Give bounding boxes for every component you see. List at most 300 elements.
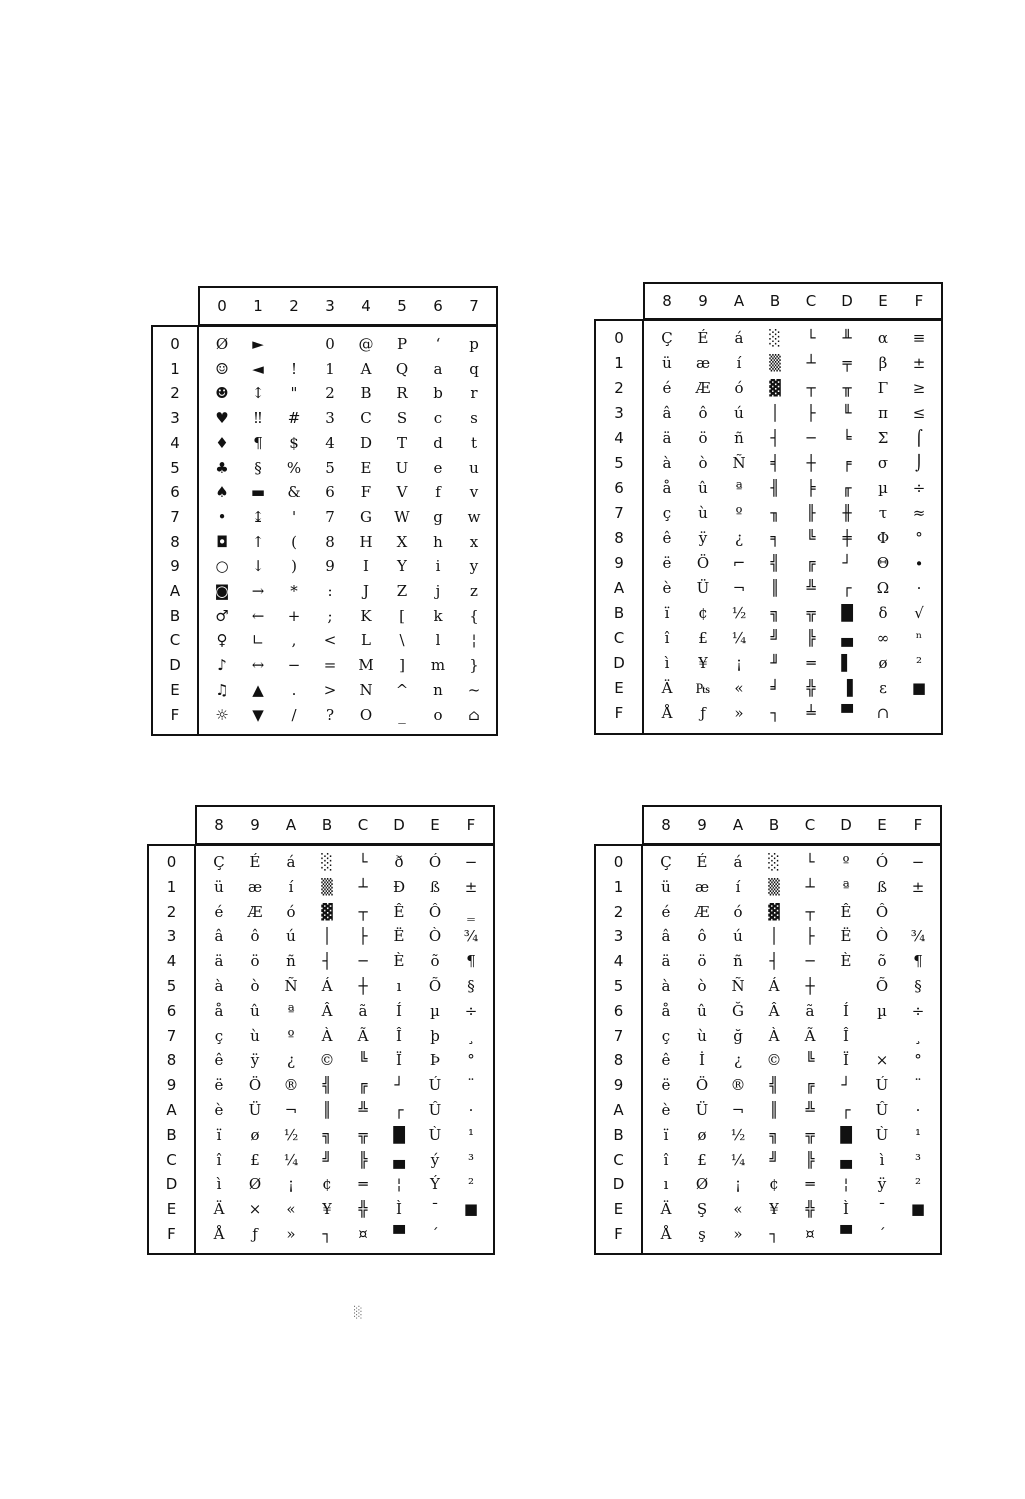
char-cell: ▌ bbox=[841, 654, 853, 672]
column-header: D bbox=[393, 816, 405, 834]
char-cell: L bbox=[361, 631, 371, 650]
char-cell: Á bbox=[321, 977, 333, 995]
char-cell: ┘ bbox=[394, 1076, 404, 1095]
char-cell: ▒ bbox=[321, 877, 333, 896]
char-cell: @ bbox=[358, 335, 374, 353]
char-cell: ¢ bbox=[698, 604, 708, 622]
char-cell: [ bbox=[399, 606, 405, 625]
char-cell: ß bbox=[876, 877, 888, 896]
char-cell: ≡ bbox=[912, 329, 926, 347]
char-cell: _ bbox=[398, 705, 406, 724]
char-cell: Û bbox=[428, 1101, 442, 1119]
char-cell: o bbox=[433, 705, 443, 724]
char-cell: Ù bbox=[875, 1125, 889, 1144]
char-cell: ╖ bbox=[770, 504, 780, 522]
char-cell: ☺ bbox=[215, 359, 229, 378]
char-cell: º bbox=[842, 853, 850, 871]
char-cell: ü bbox=[214, 877, 224, 896]
char-cell: ║ bbox=[769, 1101, 779, 1119]
row-header: F bbox=[167, 1225, 176, 1243]
char-cell: : bbox=[327, 582, 333, 600]
char-cell: Ç bbox=[213, 853, 225, 871]
char-cell: ¬ bbox=[732, 579, 746, 597]
char-cell: ┴ bbox=[806, 354, 816, 372]
char-cell: P bbox=[396, 335, 408, 353]
char-cell: ë bbox=[661, 1076, 671, 1095]
char-cell: ┼ bbox=[358, 977, 368, 995]
char-cell: } bbox=[469, 656, 479, 675]
char-cell: └ bbox=[806, 329, 816, 347]
char-cell: Q bbox=[395, 359, 409, 378]
char-cell: Ò bbox=[428, 927, 442, 946]
char-cell: ´ bbox=[431, 1225, 439, 1243]
char-cell: ¼ bbox=[731, 629, 747, 647]
char-cell: a bbox=[433, 359, 443, 378]
char-cell: § bbox=[467, 977, 475, 995]
char-cell: É bbox=[697, 329, 709, 347]
char-cell: ╦ bbox=[806, 604, 816, 622]
char-cell: ♣ bbox=[215, 458, 229, 477]
row-header: 1 bbox=[166, 877, 177, 896]
char-cell: * bbox=[290, 582, 298, 600]
char-cell: Ω bbox=[876, 579, 890, 597]
row-header: 1 bbox=[614, 354, 624, 372]
char-cell: W bbox=[394, 507, 410, 526]
char-cell: ' bbox=[291, 507, 297, 526]
char-cell: ╚ bbox=[806, 529, 816, 547]
row-header: 3 bbox=[613, 927, 624, 946]
char-cell: û bbox=[698, 479, 708, 497]
char-cell: £ bbox=[250, 1150, 260, 1169]
char-cell: ÿ bbox=[698, 529, 708, 547]
char-cell: ½ bbox=[731, 604, 747, 622]
char-cell: ± bbox=[912, 354, 926, 372]
char-cell: ┴ bbox=[358, 877, 368, 896]
char-cell: ¹ bbox=[914, 1125, 921, 1144]
char-cell: k bbox=[433, 606, 443, 625]
char-cell: á bbox=[733, 853, 743, 871]
char-cell: õ bbox=[877, 952, 887, 971]
char-cell: ¦ bbox=[843, 1175, 849, 1194]
char-cell: ∩ bbox=[876, 704, 890, 722]
char-cell: ┤ bbox=[769, 952, 779, 971]
char-cell: z bbox=[470, 582, 478, 600]
char-cell: ü bbox=[661, 877, 671, 896]
char-cell: d bbox=[433, 433, 443, 452]
char-cell: n bbox=[433, 680, 443, 699]
char-cell: ╣ bbox=[769, 1076, 779, 1095]
row-header: 6 bbox=[166, 1001, 177, 1020]
column-header: D bbox=[841, 292, 853, 310]
char-cell: # bbox=[287, 409, 301, 428]
column-header: 6 bbox=[433, 297, 443, 315]
char-cell: ° bbox=[915, 529, 923, 547]
char-cell: ý bbox=[430, 1150, 440, 1169]
char-cell: ê bbox=[214, 1051, 224, 1070]
char-cell: ┬ bbox=[806, 379, 816, 397]
char-cell: l bbox=[435, 631, 441, 650]
column-header: B bbox=[769, 292, 781, 310]
char-cell: Ã bbox=[357, 1026, 369, 1045]
char-cell: ╔ bbox=[806, 554, 816, 572]
row-header: D bbox=[613, 654, 625, 672]
column-header: 9 bbox=[250, 816, 260, 834]
char-cell: Ä bbox=[660, 1200, 672, 1219]
char-cell: ƒ bbox=[252, 1225, 258, 1243]
row-header: B bbox=[166, 1125, 177, 1144]
char-cell: ‘ bbox=[435, 335, 441, 353]
char-cell: ¡ bbox=[734, 1175, 742, 1194]
row-header: B bbox=[613, 604, 625, 622]
char-cell: ¨ bbox=[914, 1076, 922, 1095]
char-cell: ¢ bbox=[322, 1175, 332, 1194]
column-header: F bbox=[914, 292, 924, 310]
char-cell: Ü bbox=[248, 1101, 262, 1119]
char-cell: ] bbox=[399, 656, 405, 675]
char-cell: ª bbox=[735, 479, 743, 497]
char-cell: ÷ bbox=[464, 1001, 478, 1020]
row-header: 0 bbox=[170, 335, 180, 353]
char-cell: ╨ bbox=[842, 329, 852, 347]
char-cell: │ bbox=[769, 927, 779, 946]
char-cell: Ã bbox=[804, 1026, 816, 1045]
char-cell: ⌠ bbox=[915, 429, 923, 447]
char-cell: ▄ bbox=[841, 629, 853, 647]
char-cell: · bbox=[468, 1101, 474, 1119]
row-header: 5 bbox=[613, 977, 624, 995]
char-cell: x bbox=[469, 532, 479, 551]
char-cell: Ê bbox=[393, 902, 405, 921]
row-header: 4 bbox=[614, 429, 624, 447]
char-cell: Θ bbox=[876, 554, 890, 572]
char-cell: Ô bbox=[875, 902, 889, 921]
row-header: B bbox=[169, 606, 181, 625]
char-cell: u bbox=[469, 458, 479, 477]
char-cell: ╘ bbox=[842, 429, 852, 447]
char-cell: « bbox=[286, 1200, 296, 1219]
char-cell: ¿ bbox=[733, 1051, 743, 1070]
char-cell: δ bbox=[878, 604, 888, 622]
char-cell: ¸ bbox=[467, 1026, 475, 1045]
row-header: 4 bbox=[613, 952, 624, 971]
row-header: E bbox=[614, 679, 624, 697]
char-cell: └ bbox=[358, 853, 368, 871]
column-header: 4 bbox=[361, 297, 371, 315]
char-cell: ¾ bbox=[463, 927, 479, 946]
char-cell: ! bbox=[290, 359, 298, 378]
char-cell: H bbox=[359, 532, 373, 551]
column-header: 3 bbox=[325, 297, 335, 315]
char-cell: ; bbox=[327, 606, 333, 625]
char-cell: ì bbox=[664, 654, 670, 672]
char-cell: ☻ bbox=[215, 384, 229, 403]
char-cell: â bbox=[661, 927, 671, 946]
char-cell: ù bbox=[697, 1026, 707, 1045]
char-cell: β bbox=[878, 354, 888, 372]
char-cell: ┐ bbox=[770, 704, 780, 722]
char-cell: î bbox=[663, 1150, 669, 1169]
char-cell: ║ bbox=[770, 579, 780, 597]
char-cell: ó bbox=[733, 902, 743, 921]
char-cell: ┬ bbox=[358, 902, 368, 921]
char-cell: │ bbox=[770, 404, 780, 422]
char-cell: ³ bbox=[914, 1150, 921, 1169]
column-header: F bbox=[913, 816, 923, 834]
char-cell: ╬ bbox=[805, 1200, 815, 1219]
char-cell: É bbox=[249, 853, 261, 871]
char-cell: ¯ bbox=[878, 1200, 886, 1219]
column-header: 5 bbox=[397, 297, 407, 315]
char-cell: K bbox=[360, 606, 372, 625]
row-header: 7 bbox=[166, 1026, 177, 1045]
char-cell: ò bbox=[697, 977, 707, 995]
char-cell: ¼ bbox=[730, 1150, 746, 1169]
column-header: C bbox=[804, 816, 816, 834]
char-cell: Ð bbox=[392, 877, 406, 896]
char-cell: ¸ bbox=[914, 1026, 922, 1045]
char-cell: ö bbox=[250, 952, 260, 971]
char-cell: á bbox=[286, 853, 296, 871]
char-cell: ╛ bbox=[770, 679, 780, 697]
char-cell: ┐ bbox=[322, 1225, 332, 1243]
char-cell: █ bbox=[393, 1125, 405, 1144]
row-header: D bbox=[612, 1175, 625, 1194]
char-cell: Æ bbox=[247, 902, 263, 921]
char-cell: ð bbox=[394, 853, 404, 871]
row-header: B bbox=[613, 1125, 624, 1144]
char-cell: ╕ bbox=[770, 529, 780, 547]
row-header: 9 bbox=[614, 554, 624, 572]
char-cell: Ø bbox=[248, 1175, 262, 1194]
char-cell: Ë bbox=[393, 927, 405, 946]
char-cell: ☼ bbox=[215, 705, 229, 724]
char-cell: Ó bbox=[875, 853, 889, 871]
char-cell: å bbox=[661, 1001, 671, 1020]
char-cell: s bbox=[470, 409, 478, 428]
char-cell bbox=[900, 900, 936, 924]
char-cell: π bbox=[878, 404, 888, 422]
char-cell: ü bbox=[662, 354, 672, 372]
char-cell: à bbox=[661, 977, 671, 995]
row-header: 9 bbox=[166, 1076, 177, 1095]
char-cell: ⌐ bbox=[732, 554, 746, 572]
char-cell: 7 bbox=[325, 507, 335, 526]
char-cell: ò bbox=[250, 977, 260, 995]
char-cell: < bbox=[323, 631, 337, 650]
row-header: 8 bbox=[614, 529, 624, 547]
char-cell: ╝ bbox=[769, 1150, 779, 1169]
char-cell: D bbox=[359, 433, 373, 452]
char-cell: = bbox=[323, 656, 337, 675]
char-cell: ⌂ bbox=[468, 705, 480, 724]
row-header: 3 bbox=[170, 409, 180, 428]
char-cell: ± bbox=[911, 877, 925, 896]
char-cell: ² bbox=[914, 1175, 921, 1194]
char-cell: Ğ bbox=[732, 1001, 744, 1020]
char-cell: ╠ bbox=[358, 1150, 368, 1169]
char-cell: © bbox=[766, 1051, 782, 1070]
char-cell: ⁿ bbox=[915, 629, 923, 647]
char-cell: p bbox=[469, 335, 479, 353]
char-cell: ▀ bbox=[393, 1225, 405, 1243]
char-cell: ¤ bbox=[805, 1225, 815, 1243]
row-header: 3 bbox=[614, 404, 624, 422]
char-cell bbox=[900, 1222, 936, 1246]
char-cell: ï bbox=[663, 1125, 669, 1144]
char-cell: Ü bbox=[695, 1101, 709, 1119]
char-cell: 1 bbox=[325, 359, 335, 378]
char-cell: ğ bbox=[733, 1026, 743, 1045]
column-header: 8 bbox=[662, 292, 672, 310]
char-cell: Ö bbox=[248, 1076, 262, 1095]
char-cell: Φ bbox=[876, 529, 890, 547]
char-cell: µ bbox=[877, 1001, 887, 1020]
char-cell: ┬ bbox=[805, 902, 815, 921]
char-cell: â bbox=[214, 927, 224, 946]
char-cell: − bbox=[911, 853, 925, 871]
char-cell: w bbox=[467, 507, 481, 526]
row-header: 1 bbox=[613, 877, 624, 896]
char-cell: æ bbox=[247, 877, 263, 896]
char-cell: • bbox=[217, 507, 227, 526]
row-header: 6 bbox=[170, 483, 180, 502]
char-cell: Y bbox=[397, 557, 407, 576]
char-cell: ¥ bbox=[769, 1200, 779, 1219]
column-header: A bbox=[733, 292, 745, 310]
footer-mark: ░ bbox=[354, 1306, 363, 1319]
char-cell: ú bbox=[286, 927, 296, 946]
char-cell: ± bbox=[464, 877, 478, 896]
char-cell: » bbox=[733, 1225, 743, 1243]
char-cell: ¯ bbox=[431, 1200, 439, 1219]
char-cell: « bbox=[734, 679, 744, 697]
row-header: 8 bbox=[613, 1051, 624, 1070]
char-cell: ( bbox=[291, 532, 297, 551]
row-header: F bbox=[614, 704, 624, 722]
char-cell: ╤ bbox=[842, 354, 852, 372]
char-cell: ═ bbox=[358, 1175, 368, 1194]
char-cell: ╙ bbox=[842, 404, 852, 422]
column-header: E bbox=[877, 816, 887, 834]
char-cell: ö bbox=[698, 429, 708, 447]
char-cell: ö bbox=[697, 952, 707, 971]
char-cell: þ bbox=[430, 1026, 440, 1045]
char-cell: ê bbox=[662, 529, 672, 547]
char-cell: · bbox=[916, 579, 922, 597]
char-cell: ô bbox=[250, 927, 260, 946]
row-header: 2 bbox=[170, 384, 180, 403]
column-header: A bbox=[732, 816, 744, 834]
char-cell: ╒ bbox=[842, 454, 852, 472]
char-cell: Ø bbox=[215, 335, 229, 353]
char-cell: ╟ bbox=[806, 504, 816, 522]
char-cell: Γ bbox=[877, 379, 889, 397]
char-cell: ╩ bbox=[806, 579, 816, 597]
char-cell: Û bbox=[875, 1101, 889, 1119]
char-cell: Å bbox=[661, 704, 673, 722]
char-cell: ▓ bbox=[768, 902, 780, 921]
char-cell: ø bbox=[250, 1125, 260, 1144]
char-cell: Ö bbox=[695, 1076, 709, 1095]
char-cell: Æ bbox=[695, 379, 711, 397]
row-header: 0 bbox=[166, 853, 177, 871]
char-cell: ≥ bbox=[912, 379, 926, 397]
char-cell: ╬ bbox=[358, 1200, 368, 1219]
char-cell: Å bbox=[213, 1225, 225, 1243]
char-cell: Ä bbox=[661, 679, 673, 697]
char-cell: ─ bbox=[358, 952, 368, 971]
char-cell: ë bbox=[662, 554, 672, 572]
char-cell: ■ bbox=[911, 679, 927, 697]
char-cell: ─ bbox=[805, 952, 815, 971]
char-cell: ─ bbox=[806, 429, 816, 447]
char-cell: Á bbox=[768, 977, 780, 995]
row-header: 5 bbox=[170, 458, 180, 477]
char-cell: ù bbox=[250, 1026, 260, 1045]
char-cell: É bbox=[696, 853, 708, 871]
char-cell: ò bbox=[698, 454, 708, 472]
char-cell: b bbox=[433, 384, 443, 403]
char-cell: À bbox=[321, 1026, 333, 1045]
char-cell: í bbox=[735, 877, 741, 896]
column-header: B bbox=[768, 816, 780, 834]
char-cell: ¦ bbox=[471, 631, 477, 650]
row-header: 1 bbox=[170, 359, 180, 378]
char-cell: Ì bbox=[396, 1200, 402, 1219]
char-cell: ▒ bbox=[768, 877, 780, 896]
char-cell: ○ bbox=[215, 557, 229, 576]
char-cell: ° bbox=[914, 1051, 922, 1070]
char-cell: S bbox=[396, 409, 408, 428]
char-cell: ╗ bbox=[322, 1125, 332, 1144]
char-cell: ▄ bbox=[840, 1150, 852, 1169]
char-cell: / bbox=[291, 705, 297, 724]
char-cell: N bbox=[359, 680, 373, 699]
char-cell: ↓ bbox=[251, 557, 265, 576]
char-cell: Ú bbox=[428, 1076, 442, 1095]
char-cell: Ò bbox=[875, 927, 889, 946]
char-cell: y bbox=[469, 557, 479, 576]
char-cell: Õ bbox=[875, 977, 889, 995]
char-cell: ı bbox=[396, 977, 402, 995]
column-header: 9 bbox=[697, 816, 707, 834]
column-header: 8 bbox=[214, 816, 224, 834]
char-cell: ¥ bbox=[322, 1200, 332, 1219]
column-header: E bbox=[878, 292, 888, 310]
char-cell: é bbox=[662, 379, 672, 397]
char-cell: ¥ bbox=[698, 654, 708, 672]
char-cell: é bbox=[661, 902, 671, 921]
char-cell: Í bbox=[396, 1001, 402, 1020]
char-cell: ) bbox=[291, 557, 297, 576]
char-cell: ╚ bbox=[358, 1051, 368, 1070]
row-header: 0 bbox=[613, 853, 624, 871]
char-cell: À bbox=[768, 1026, 780, 1045]
char-cell: 2 bbox=[325, 384, 335, 403]
char-cell: Ş bbox=[696, 1200, 708, 1219]
char-cell: ■ bbox=[910, 1200, 926, 1219]
char-cell: Ñ bbox=[284, 977, 298, 995]
char-cell: └ bbox=[805, 853, 815, 871]
char-cell: ■ bbox=[463, 1200, 479, 1219]
char-cell: ä bbox=[661, 952, 671, 971]
char-cell: å bbox=[662, 479, 672, 497]
char-cell: ┌ bbox=[841, 1101, 851, 1119]
char-cell: ╥ bbox=[842, 379, 852, 397]
char-cell: ╩ bbox=[358, 1101, 368, 1119]
char-cell: ¶ bbox=[913, 952, 923, 971]
char-cell: 8 bbox=[325, 532, 335, 551]
